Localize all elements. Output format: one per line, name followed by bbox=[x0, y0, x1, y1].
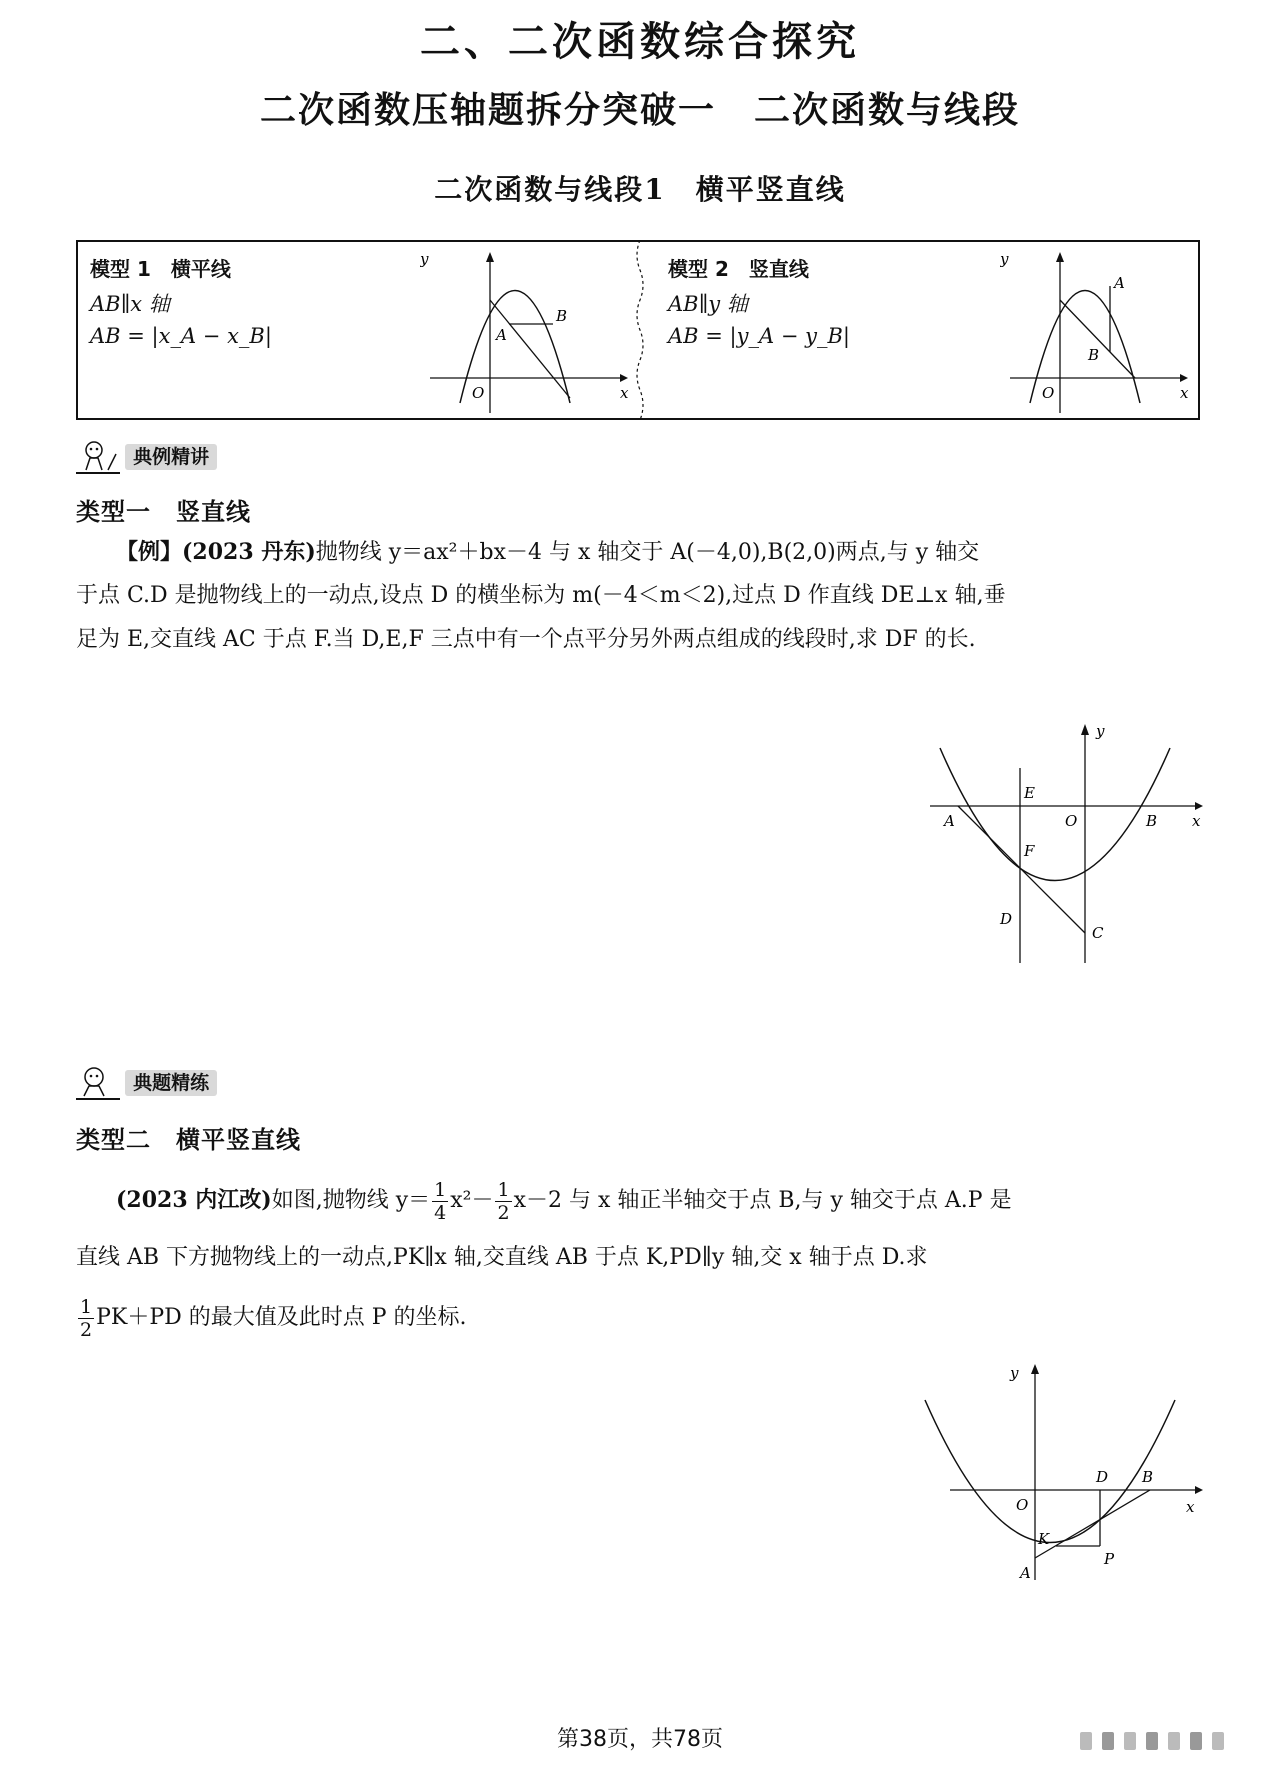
banner-label: 典题精练 bbox=[125, 1070, 217, 1096]
section-title: 二次函数与线段1 横平竖直线 bbox=[434, 173, 846, 206]
example-tag: 【例】 bbox=[116, 539, 183, 565]
model1-line1: AB∥x 轴 bbox=[90, 292, 170, 316]
point-d-label: D bbox=[1096, 1468, 1109, 1486]
point-a-label: A bbox=[496, 326, 507, 344]
point-p-label: P bbox=[1104, 1550, 1115, 1568]
practice-banner bbox=[76, 1066, 217, 1102]
parabola bbox=[925, 1400, 1175, 1543]
x-axis-arrow bbox=[1180, 374, 1188, 382]
y-axis-arrow bbox=[1056, 252, 1064, 262]
example-text-1: 抛物线 y＝ax²＋bx－4 与 x 轴交于 A(－4,0),B(2,0)两点,与 y 轴交 bbox=[315, 540, 980, 565]
fraction-half: $\frac{1}{2}$ bbox=[497, 1178, 510, 1224]
origin-label: O bbox=[1065, 812, 1078, 830]
practice-line-1 bbox=[116, 1172, 1246, 1229]
tool-icon[interactable] bbox=[1190, 1732, 1202, 1750]
y-label: y bbox=[1000, 250, 1009, 268]
point-b-label: B bbox=[1088, 346, 1100, 364]
point-a-label: A bbox=[944, 812, 955, 830]
point-e-label: E bbox=[1024, 784, 1035, 802]
practice-figure bbox=[910, 1360, 1210, 1590]
point-b-label: B bbox=[1142, 1468, 1154, 1486]
point-b-label: B bbox=[1146, 812, 1158, 830]
tool-icon[interactable] bbox=[1146, 1732, 1158, 1750]
x-axis-arrow bbox=[620, 374, 628, 382]
point-c-label: C bbox=[1092, 924, 1104, 942]
model1-figure bbox=[420, 248, 630, 418]
y-axis-arrow bbox=[486, 252, 494, 262]
point-f-label: F bbox=[1024, 842, 1035, 860]
example-source: (2023 丹东) bbox=[182, 539, 316, 565]
x-axis-arrow bbox=[1195, 802, 1203, 810]
practice-text-1b: x²－ bbox=[450, 1188, 494, 1213]
example-line-3: 足为 E,交直线 AC 于点 F.当 D,E,F 三点中有一个点平分另外两点组成的线段时,求 DF 的长. bbox=[76, 627, 976, 652]
example-banner bbox=[76, 440, 217, 476]
mascot-icon bbox=[76, 1066, 120, 1102]
y-label: y bbox=[420, 250, 429, 268]
model2-line2: AB = |y_A − y_B| bbox=[668, 324, 850, 348]
page-subtitle: 二次函数压轴题拆分突破一 二次函数与线段 bbox=[259, 89, 1020, 131]
line-segment bbox=[1060, 300, 1135, 378]
y-label: y bbox=[1010, 1364, 1019, 1382]
practice-line-3 bbox=[76, 1290, 1206, 1346]
line-ab bbox=[1035, 1490, 1150, 1558]
example-line-2: 于点 C.D 是抛物线上的一动点,设点 D 的横坐标为 m(－4＜m＜2),过点 D 作直线 DE⊥x 轴,垂 bbox=[76, 583, 1006, 608]
practice-line-2: 直线 AB 下方抛物线上的一动点,PK∥x 轴,交直线 AB 于点 K,PD∥y 轴,交 x 轴于点 D.求 bbox=[76, 1245, 928, 1270]
origin-label: O bbox=[1016, 1496, 1029, 1514]
model1-line2: AB = |x_A − x_B| bbox=[90, 324, 272, 348]
banner-label: 典例精讲 bbox=[125, 444, 217, 470]
tool-icon[interactable] bbox=[1080, 1732, 1092, 1750]
tool-icon[interactable] bbox=[1212, 1732, 1224, 1750]
model2-line1: AB∥y 轴 bbox=[668, 292, 748, 316]
page-number: 第38页，共78页 bbox=[557, 1727, 723, 1752]
origin-label: O bbox=[1042, 384, 1055, 402]
point-d-label: D bbox=[1000, 910, 1013, 928]
practice-text-1c: x－2 与 x 轴正半轴交于点 B,与 y 轴交于点 A.P 是 bbox=[513, 1188, 1012, 1213]
example-line-1 bbox=[116, 530, 1246, 575]
x-label: x bbox=[1180, 384, 1189, 402]
x-label: x bbox=[1192, 812, 1201, 830]
tool-icon[interactable] bbox=[1102, 1732, 1114, 1750]
model2-title: 模型 2 竖直线 bbox=[668, 257, 809, 281]
example-figure bbox=[920, 718, 1210, 968]
y-label: y bbox=[1096, 722, 1105, 740]
y-axis-arrow bbox=[1081, 724, 1089, 735]
practice-text-3: PK＋PD 的最大值及此时点 P 的坐标. bbox=[96, 1305, 467, 1330]
parabola bbox=[940, 748, 1170, 881]
point-k-label: K bbox=[1038, 1530, 1050, 1548]
tool-icon[interactable] bbox=[1168, 1732, 1180, 1750]
model1-title: 模型 1 横平线 bbox=[90, 257, 231, 281]
fraction-quarter: $\frac{1}{4}$ bbox=[434, 1178, 447, 1224]
practice-source: (2023 内江改) bbox=[116, 1187, 272, 1213]
point-a-label: A bbox=[1114, 274, 1125, 292]
type-two-title: 类型二 横平竖直线 bbox=[76, 1126, 301, 1154]
practice-text-1a: 如图,抛物线 y＝ bbox=[271, 1188, 431, 1213]
point-a-label: A bbox=[1020, 1564, 1031, 1582]
model2-figure bbox=[1000, 248, 1200, 418]
viewer-toolbar[interactable] bbox=[1080, 1728, 1240, 1756]
fraction-half: $\frac{1}{2}$ bbox=[80, 1295, 93, 1341]
x-label: x bbox=[620, 384, 629, 402]
x-axis-arrow bbox=[1195, 1486, 1203, 1494]
point-b-label: B bbox=[556, 307, 568, 325]
mascot-icon bbox=[76, 440, 120, 476]
model-divider bbox=[634, 240, 646, 420]
y-axis-arrow bbox=[1031, 1364, 1039, 1374]
type-one-title: 类型一 竖直线 bbox=[76, 498, 251, 526]
tool-icon[interactable] bbox=[1124, 1732, 1136, 1750]
origin-label: O bbox=[472, 384, 485, 402]
x-label: x bbox=[1186, 1498, 1195, 1516]
page-title: 二、二次函数综合探究 bbox=[420, 19, 860, 65]
